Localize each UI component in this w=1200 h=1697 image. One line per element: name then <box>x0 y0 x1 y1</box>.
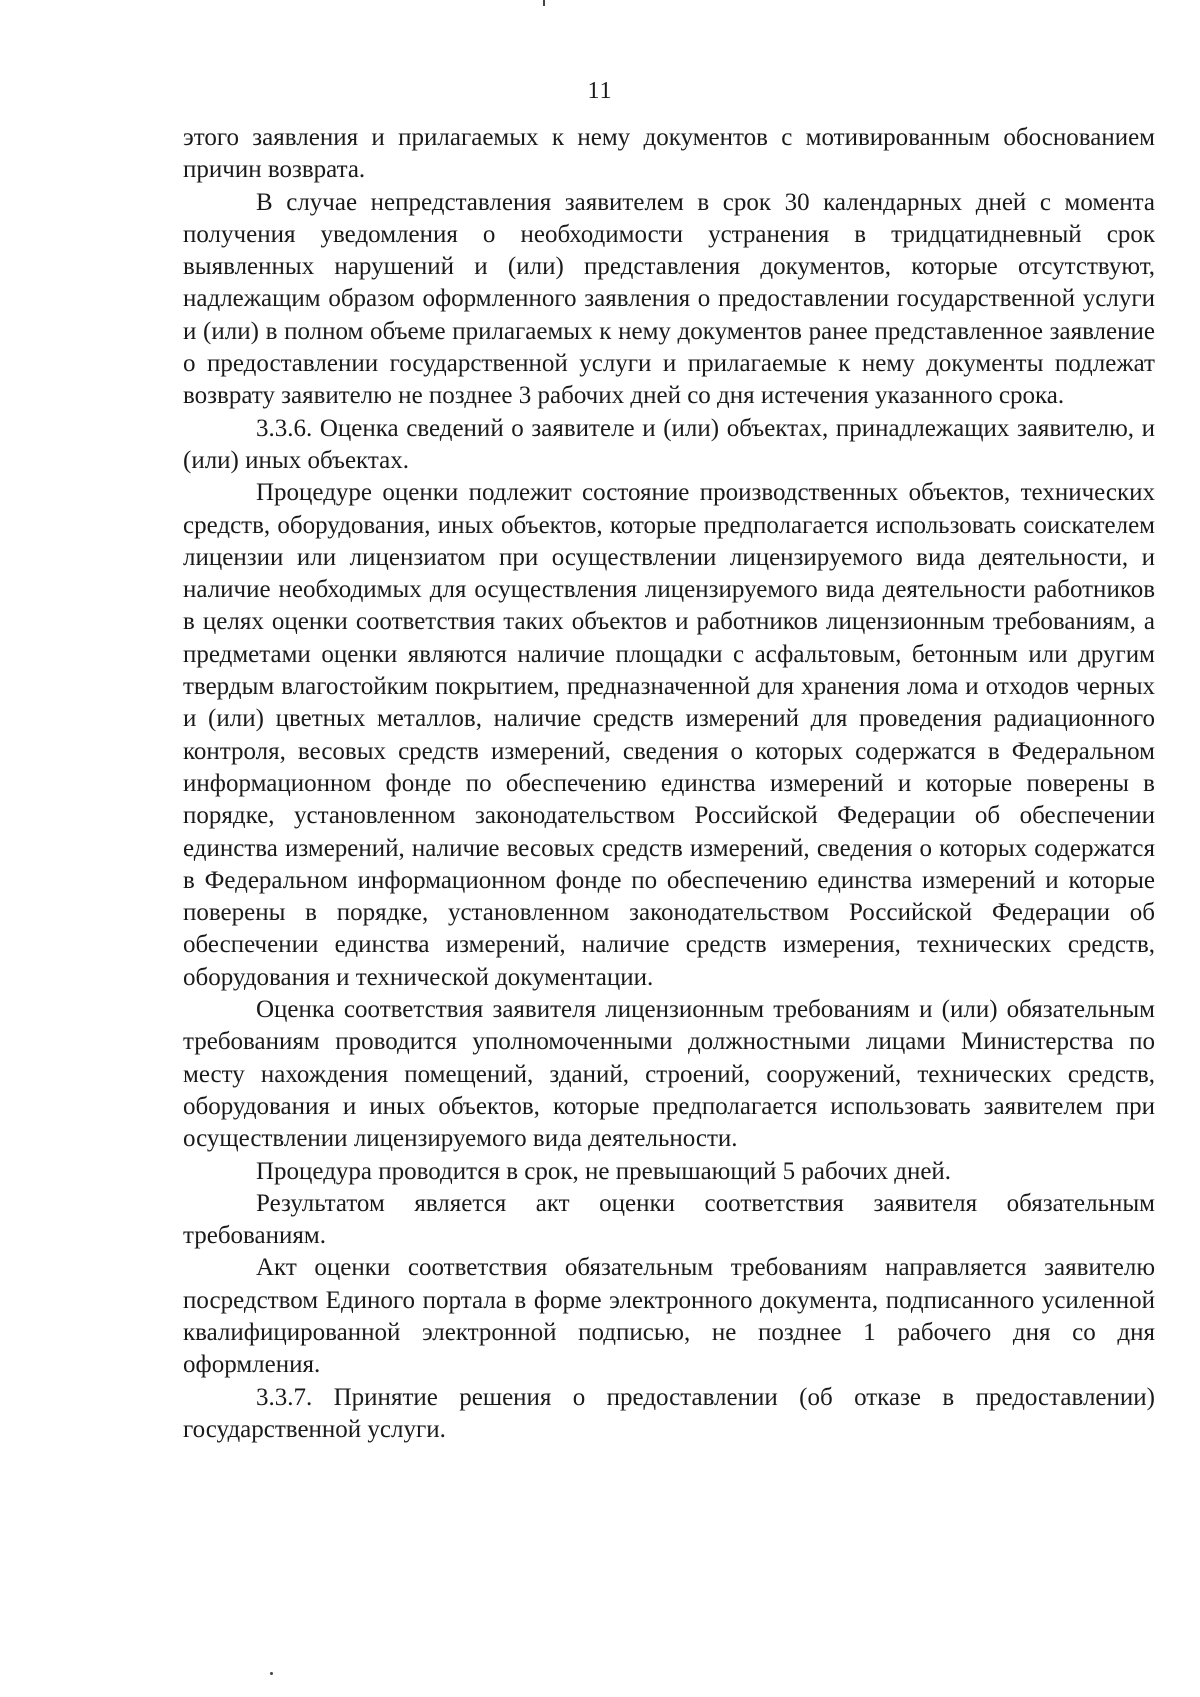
paragraph-section-3-3-6: 3.3.6. Оценка сведений о заявителе и (или) объектах, принадлежащих заявителю, и (или) иных объектах. <box>183 414 1155 474</box>
paragraph-compliance-assessment: Оценка соответствия заявителя лицензионным требованиям и (или) обязательным требованиям проводится уполномоченными должностными лицами Министерства по месту нахождения помещений, зданий, строений, сооружений, технических средств, оборудования и иных объектов, которые предполагается использовать заявителем при осуществлении лицензируемого вида деятельности. <box>183 996 1155 1153</box>
paragraph-procedure-term: Процедура проводится в срок, не превышающий 5 рабочих дней. <box>256 1157 952 1185</box>
paragraph-continuation: этого заявления и прилагаемых к нему документов с мотивированным обоснованием причин возврата. <box>183 124 1155 184</box>
paragraph-assessment-procedure: Процедуре оценки подлежит состояние производственных объектов, технических средств, оборудования, иных объектов, которые предполагается использовать соискателем лицензии или лицензиатом при осуществлении лицензируемого вида деятельности, и наличие необходимых для осуществления лицензируемого вида деятельности работников в целях оценки соответствия таких объектов и работников лицензионным требованиям, а предметами оценки являются наличие площадки с асфальтовым, бетонным или другим твердым влагостойким покрытием, предназначенной для хранения лома и отходов черных и (или) цветных металлов, наличие средств измерений для проведения радиационного контроля, весовых средств измерений, сведения о которых содержатся в Федеральном информационном фонде по обеспечению единства измерений и которые поверены в порядке, установленном законодательством Российской Федерации об обеспечении единства измерений, наличие весовых средств измерений, сведения о которых содержатся в Федеральном информационном фонде по обеспечению единства измерений и которые поверены в порядке, установленном законодательством Российской Федерации об обеспечении единства измерений, наличие средств измерения, технических средств, оборудования и технической документации. <box>183 479 1155 991</box>
page-number: 11 <box>587 78 613 104</box>
paragraph-document-return: В случае непредставления заявителем в срок 30 календарных дней с момента получения уведомления о необходимости устранения в тридцатидневный срок выявленных нарушений и (или) представления документов, которые отсутствуют, надлежащим образом оформленного заявления о предоставлении государственной услуги и (или) в полном объеме прилагаемых к нему документов ранее представленное заявление о предоставлении государственной услуги и прилагаемые к нему документы подлежат возврату заявителю не позднее 3 рабочих дней со дня истечения указанного срока. <box>183 188 1155 410</box>
scan-artifact-bottom <box>270 1672 273 1675</box>
scan-artifact-top <box>543 0 545 6</box>
paragraph-act-delivery: Акт оценки соответствия обязательным требованиям направляется заявителю посредством Единого портала в форме электронного документа, подписанного усиленной квалифицированной электронной подписью, не позднее 1 рабочего дня со дня оформления. <box>183 1254 1155 1379</box>
paragraph-result: Результатом является акт оценки соответствия заявителя обязательным требованиям. <box>183 1189 1155 1250</box>
paragraph-section-3-3-7: 3.3.7. Принятие решения о предоставлении (об отказе в предоставлении) государственной услуги. <box>183 1383 1155 1443</box>
document-body <box>183 122 1155 1446</box>
